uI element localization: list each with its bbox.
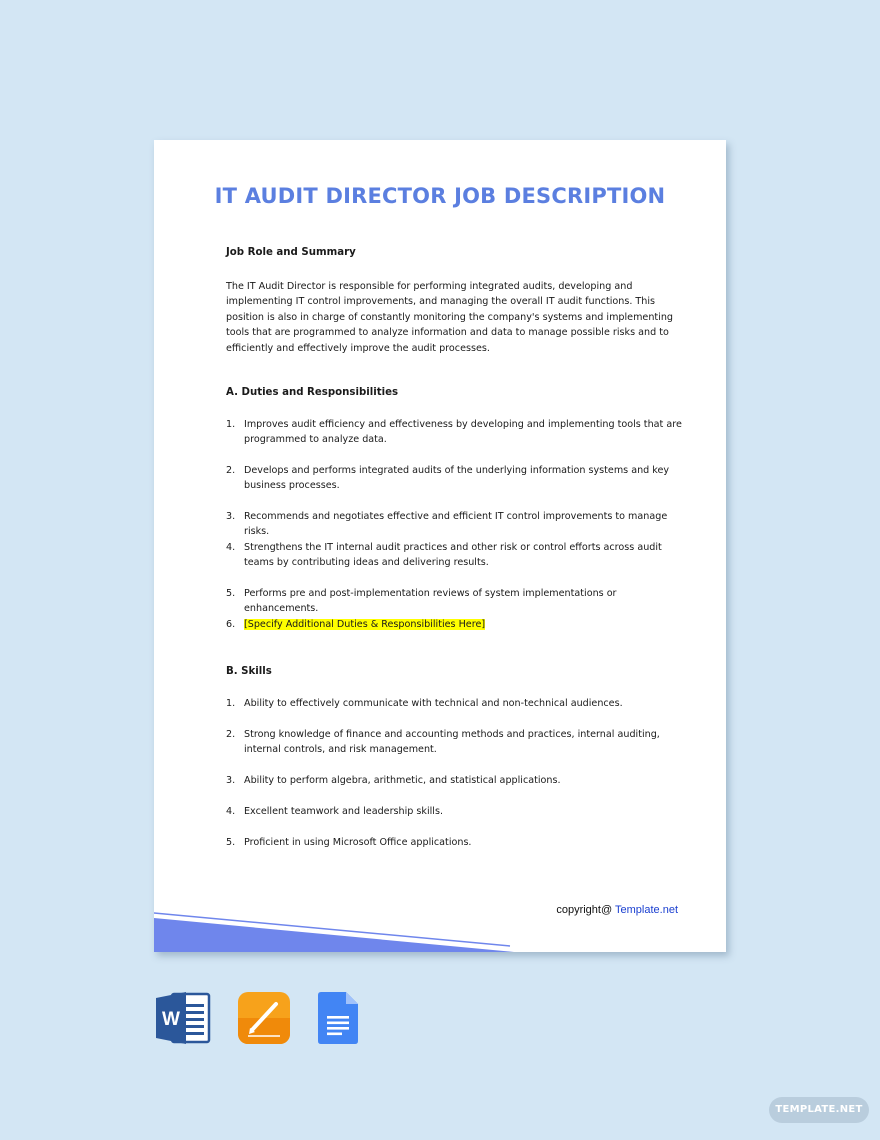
skill-item: [226, 804, 682, 819]
duty-number: 3.: [226, 511, 236, 522]
skill-text: Ability to effectively communicate with technical and non-technical audiences.: [244, 698, 623, 709]
pages-icon[interactable]: [238, 992, 290, 1044]
skill-number: 2.: [226, 729, 236, 740]
skill-item: [226, 773, 682, 788]
word-icon[interactable]: [156, 992, 211, 1044]
skill-number: 4.: [226, 806, 236, 817]
summary-heading: Job Role and Summary: [226, 247, 356, 258]
copyright-link[interactable]: Template.net: [615, 904, 678, 916]
duty-text: Performs pre and post-implementation reviews of system implementations or enhancements.: [244, 588, 617, 615]
duty-number: 5.: [226, 588, 236, 599]
google-docs-icon[interactable]: [318, 992, 358, 1044]
duty-number: 2.: [226, 465, 236, 476]
skill-text: Proficient in using Microsoft Office applications.: [244, 837, 472, 848]
template-net-watermark: TEMPLATE.NET: [769, 1097, 869, 1123]
duty-item: [226, 463, 682, 494]
skill-text: Ability to perform algebra, arithmetic, and statistical applications.: [244, 775, 561, 786]
duty-item: [226, 509, 682, 540]
footer-decoration: [154, 910, 726, 952]
duty-number: 4.: [226, 542, 236, 553]
skill-text: Strong knowledge of finance and accounting methods and practices, internal auditing, internal controls, and risk management.: [244, 729, 660, 756]
skills-heading: B. Skills: [226, 666, 272, 677]
document-title: IT AUDIT DIRECTOR JOB DESCRIPTION: [214, 184, 666, 208]
svg-text:W: W: [162, 1009, 180, 1030]
duty-number: 1.: [226, 419, 236, 430]
skill-text: Excellent teamwork and leadership skills.: [244, 806, 443, 817]
duty-item: [226, 540, 682, 571]
summary-paragraph: The IT Audit Director is responsible for performing integrated audits, developing and implementing IT control improvements, and managing the overall IT audit functions. This position is also in charge of constantly monitoring the company's systems and implementing tools that are programmed to analyze information and data to manage possible risks and to efficiently and effectively improve the audit processes.: [226, 281, 674, 354]
duty-item: [226, 617, 682, 632]
document-page: [154, 140, 726, 952]
duties-heading: A. Duties and Responsibilities: [226, 387, 399, 398]
duty-text: Improves audit efficiency and effectiveness by developing and implementing tools that are programmed to analyze data.: [244, 419, 682, 446]
skill-item: [226, 727, 682, 758]
duty-text: Recommends and negotiates effective and efficient IT control improvements to manage risks.: [244, 511, 668, 538]
duty-text: Strengthens the IT internal audit practices and other risk or control efforts across audit teams by contributing ideas and delivering results.: [244, 542, 662, 569]
duty-number: 6.: [226, 619, 236, 630]
skill-number: 5.: [226, 837, 236, 848]
duty-text: Develops and performs integrated audits of the underlying information systems and key business processes.: [244, 465, 670, 492]
skill-item: [226, 696, 682, 711]
skill-item: [226, 835, 682, 850]
duty-placeholder-highlight[interactable]: [Specify Additional Duties & Responsibilities Here]: [244, 619, 486, 630]
copyright-prefix: copyright@: [556, 904, 616, 916]
skill-number: 3.: [226, 775, 236, 786]
skill-number: 1.: [226, 698, 236, 709]
duty-item: [226, 417, 682, 448]
footer-accent-band: [154, 918, 514, 952]
duty-item: [226, 586, 682, 617]
